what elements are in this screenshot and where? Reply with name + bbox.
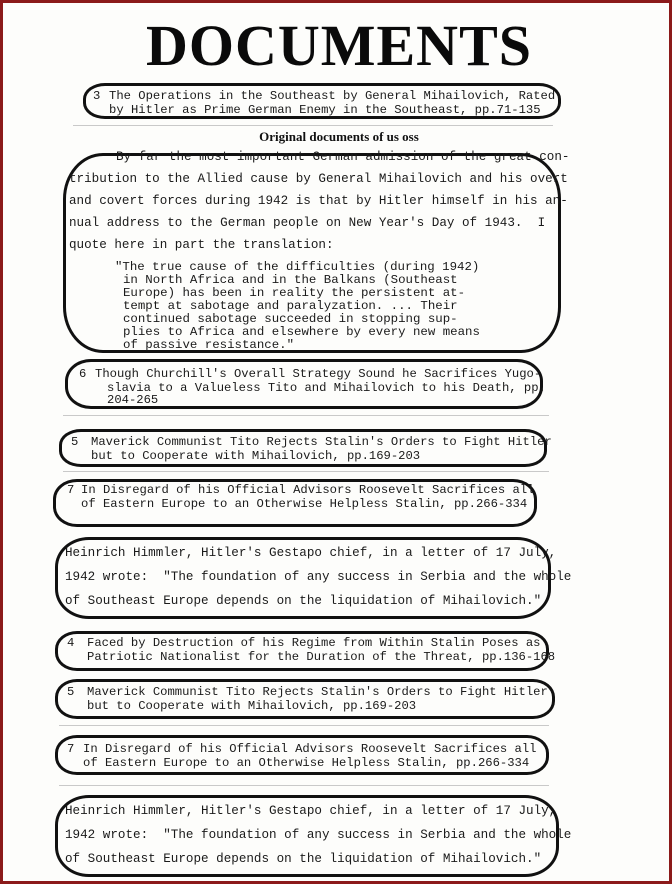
item-line: 204-265: [107, 393, 159, 407]
item-line: slavia to a Valueless Tito and Mihailovich to his Death, pp.: [107, 381, 546, 395]
page-title: DOCUMENTS: [145, 13, 533, 78]
item-line: Faced by Destruction of his Regime from Within Stalin Poses as: [87, 636, 541, 650]
quote-line: continued sabotage succeeded in stopping sup-: [123, 312, 458, 326]
quote-line: in North Africa and in the Balkans (Southeast: [123, 273, 458, 287]
quote-line: tempt at sabotage and paralyzation. ... Their: [123, 299, 458, 313]
item-line: The Operations in the Southeast by General Mihailovich, Rated: [109, 89, 556, 103]
quote-line: of passive resistance.": [123, 338, 295, 352]
letter-line: of Southeast Europe depends on the liquidation of Mihailovich.": [65, 852, 542, 866]
quote-line: "The true cause of the difficulties (during 1942): [115, 260, 480, 274]
item-number: 3: [93, 89, 101, 103]
letter-line: 1942 wrote: "The foundation of any success in Serbia and the whole: [65, 828, 572, 842]
item-number: 6: [79, 367, 87, 381]
passage-line: nual address to the German people on New Year's Day of 1943. I: [69, 216, 546, 230]
divider: [63, 415, 549, 416]
item-line: In Disregard of his Official Advisors Roosevelt Sacrifices all: [83, 742, 537, 756]
item-line: but to Cooperate with Mihailovich, pp.169-203: [91, 449, 421, 463]
item-line: but to Cooperate with Mihailovich, pp.169-203: [87, 699, 417, 713]
quote-line: plies to Africa and elsewhere by every new means: [123, 325, 480, 339]
divider: [63, 471, 549, 472]
section-heading: Original documents of us oss: [259, 129, 419, 144]
item-line: Though Churchill's Overall Strategy Sound he Sacrifices Yugo-: [95, 367, 542, 381]
item-line: of Eastern Europe to an Otherwise Helpless Stalin, pp.266-334: [81, 497, 528, 511]
passage-line: By far the most important German admission of the great con-: [116, 150, 570, 164]
item-line: Maverick Communist Tito Rejects Stalin's Orders to Fight Hitler: [91, 435, 552, 449]
letter-line: Heinrich Himmler, Hitler's Gestapo chief, in a letter of 17 July,: [65, 546, 557, 560]
item-line: Maverick Communist Tito Rejects Stalin's Orders to Fight Hitler: [87, 685, 548, 699]
divider: [73, 125, 553, 126]
letter-line: Heinrich Himmler, Hitler's Gestapo chief, in a letter of 17 July,: [65, 804, 557, 818]
item-number: 5: [71, 435, 79, 449]
item-number: 4: [67, 636, 75, 650]
letter-line: 1942 wrote: "The foundation of any success in Serbia and the whole: [65, 570, 572, 584]
quote-line: Europe) has been in reality the persistent at-: [123, 286, 466, 300]
passage-line: tribution to the Allied cause by General Mihailovich and his overt: [69, 172, 568, 186]
item-line: by Hitler as Prime German Enemy in the Southeast, pp.71-135: [109, 103, 541, 117]
item-line: of Eastern Europe to an Otherwise Helpless Stalin, pp.266-334: [83, 756, 530, 770]
divider: [59, 725, 549, 726]
item-number: 5: [67, 685, 75, 699]
passage-line: and covert forces during 1942 is that by Hitler himself in his an-: [69, 194, 568, 208]
divider: [59, 785, 549, 786]
item-line: Patriotic Nationalist for the Duration of the Threat, pp.136-168: [87, 650, 556, 664]
letter-line: of Southeast Europe depends on the liquidation of Mihailovich.": [65, 594, 542, 608]
item-line: In Disregard of his Official Advisors Roosevelt Sacrifices all: [81, 483, 535, 497]
passage-line: quote here in part the translation:: [69, 238, 334, 252]
item-number: 7: [67, 742, 75, 756]
item-number: 7: [67, 483, 75, 497]
